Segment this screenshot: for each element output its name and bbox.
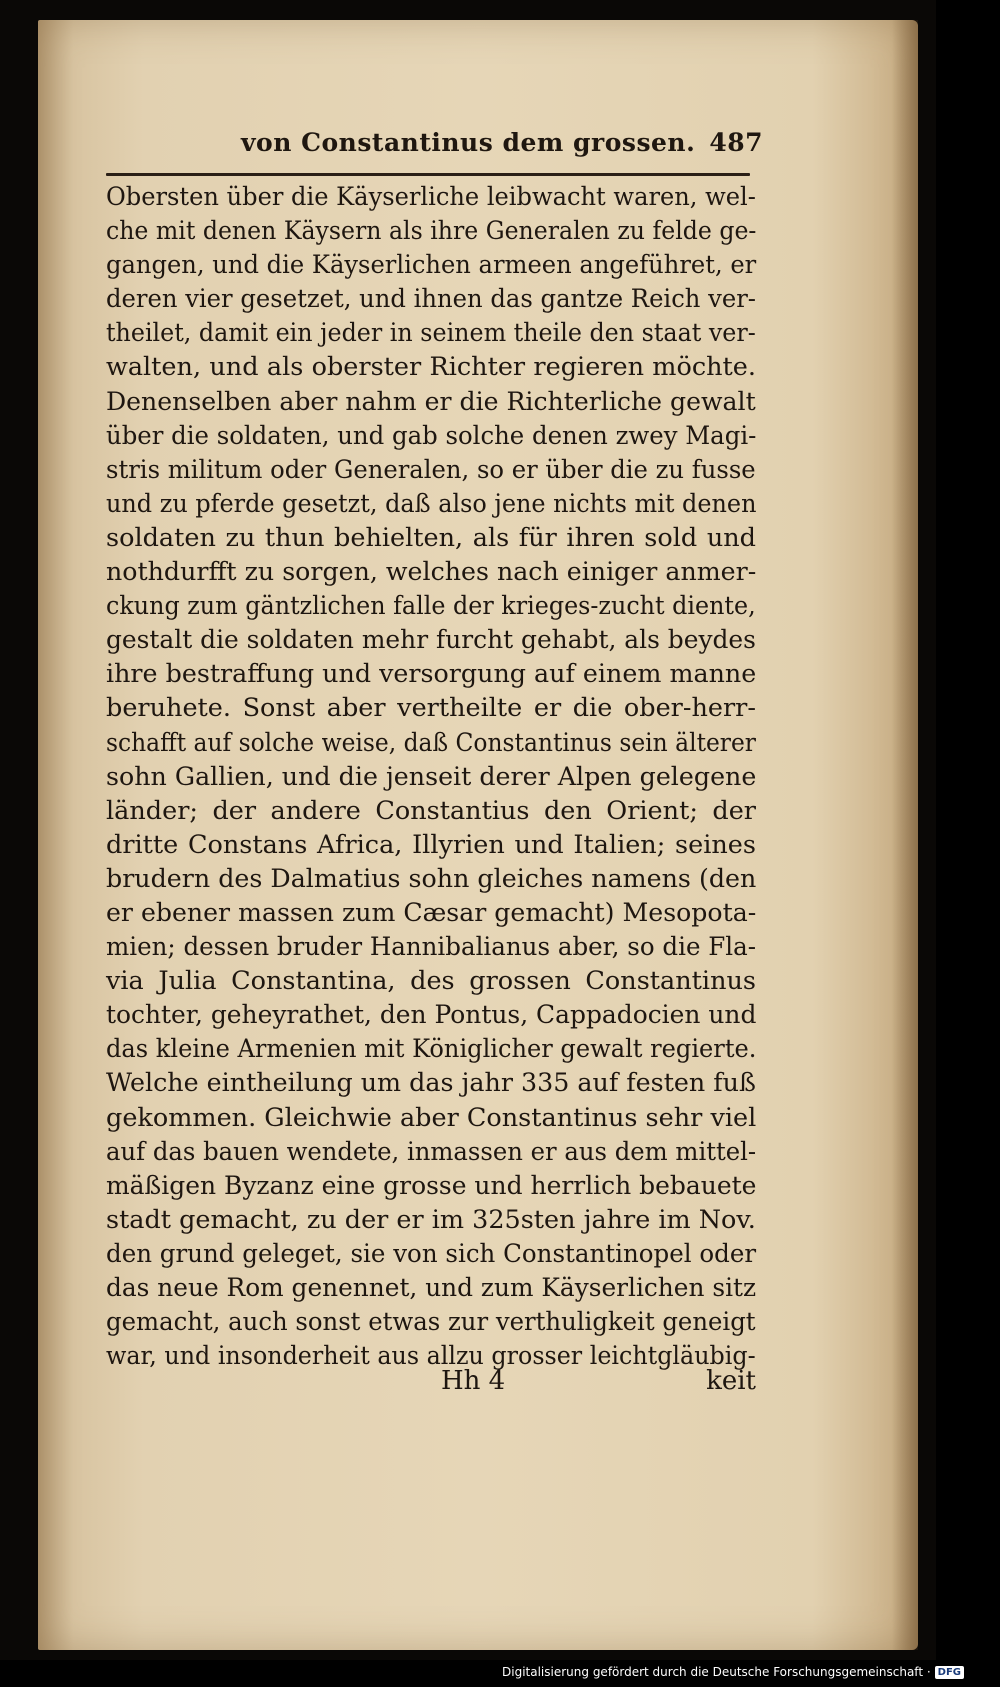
credit-text: Digitalisierung gefördert durch die Deutsche Forschungsgemeinschaft · [502,1665,931,1679]
text-line: sohn Gallien, und die jenseit derer Alpen gelegene [106,761,757,792]
body-text [106,180,756,1373]
text-line: via Julia Constantina, des grossen Constantinus [106,966,756,997]
text-line: Welche eintheilung um das jahr 335 auf festen fuß [106,1068,756,1099]
text-line: über die soldaten, und gab solche denen zwey Magi- [106,420,757,451]
text-line: gestalt die soldaten mehr furcht gehabt, als beydes [106,625,756,656]
header-rule [106,173,750,176]
text-line: gekommen. Gleichwie aber Constantinus sehr viel [106,1102,757,1133]
text-line: Obersten über die Käyserliche leibwacht waren, wel- [106,182,756,212]
text-line: auf das bauen wendete, inmassen er aus dem mittel- [106,1136,757,1167]
text-line: schafft auf solche weise, daß Constantinus sein älterer [106,727,756,758]
text-line: tochter, geheyrathet, den Pontus, Cappadocien und [106,1000,757,1031]
text-line: walten, und als oberster Richter regieren möchte. [106,352,756,383]
dfg-logo: DFG [935,1666,964,1679]
text-line: beruhete. Sonst aber vertheilte er die ober-herr- [106,693,756,724]
text-line: gemacht, auch sonst etwas zur verthuligkeit geneigt [106,1307,756,1338]
text-line: deren vier gesetzet, und ihnen das gantze Reich ver- [106,284,757,315]
text-line: brudern des Dalmatius sohn gleiches namens (den [106,863,757,894]
text-line: er ebener massen zum Cæsar gemacht) Mesopota- [106,897,757,928]
text-line: Denenselben aber nahm er die Richterliche gewalt [106,386,756,417]
page-header [203,128,763,162]
text-line: dritte Constans Africa, Illyrien und Italien; seines [106,829,756,860]
text-line: mien; dessen bruder Hannibalianus aber, so die Fla- [106,932,757,963]
text-line: mäßigen Byzanz eine grosse und herrlich bebauete [106,1170,757,1201]
digitization-credit [502,1663,964,1681]
text-line: nothdurfft zu sorgen, welches nach einiger anmer- [106,557,757,588]
text-line: länder; der andere Constantius den Orient; der [106,795,756,826]
text-line: ckung zum gäntzlichen falle der krieges-zucht diente, [106,591,756,622]
text-line: und zu pferde gesetzt, daß also jene nichts mit denen [106,488,757,519]
signature-mark: Hh 4 [441,1366,506,1396]
text-line: war, und insonderheit aus allzu grosser leichtgläubig- [106,1341,756,1372]
text-line: das neue Rom genennet, und zum Käyserlichen sitz [106,1273,757,1303]
running-title: von Constantinus dem grossen. [241,128,696,157]
text-line: stris militum oder Generalen, so er über die zu fusse [106,454,756,485]
text-line: soldaten zu thun behielten, als für ihren sold und [106,522,756,553]
text-line: che mit denen Käysern als ihre Generalen zu felde ge- [106,216,757,247]
text-line: stadt gemacht, zu der er im 325sten jahre im Nov. [106,1204,756,1235]
page-number: 487 [709,128,763,157]
book-page [38,20,918,1650]
text-line: den grund geleget, sie von sich Constantinopel oder [106,1238,757,1269]
text-line: theilet, damit ein jeder in seinem theile den staat ver- [106,318,756,349]
text-line: das kleine Armenien mit Königlicher gewalt regierte. [106,1034,757,1065]
page-footer [106,1366,756,1402]
text-line: gangen, und die Käyserlichen armeen angeführet, er [106,250,757,281]
catchword: keit [706,1366,756,1396]
page-edge-shadow [892,20,918,1650]
text-line: ihre bestraffung und versorgung auf einem manne [106,659,757,690]
